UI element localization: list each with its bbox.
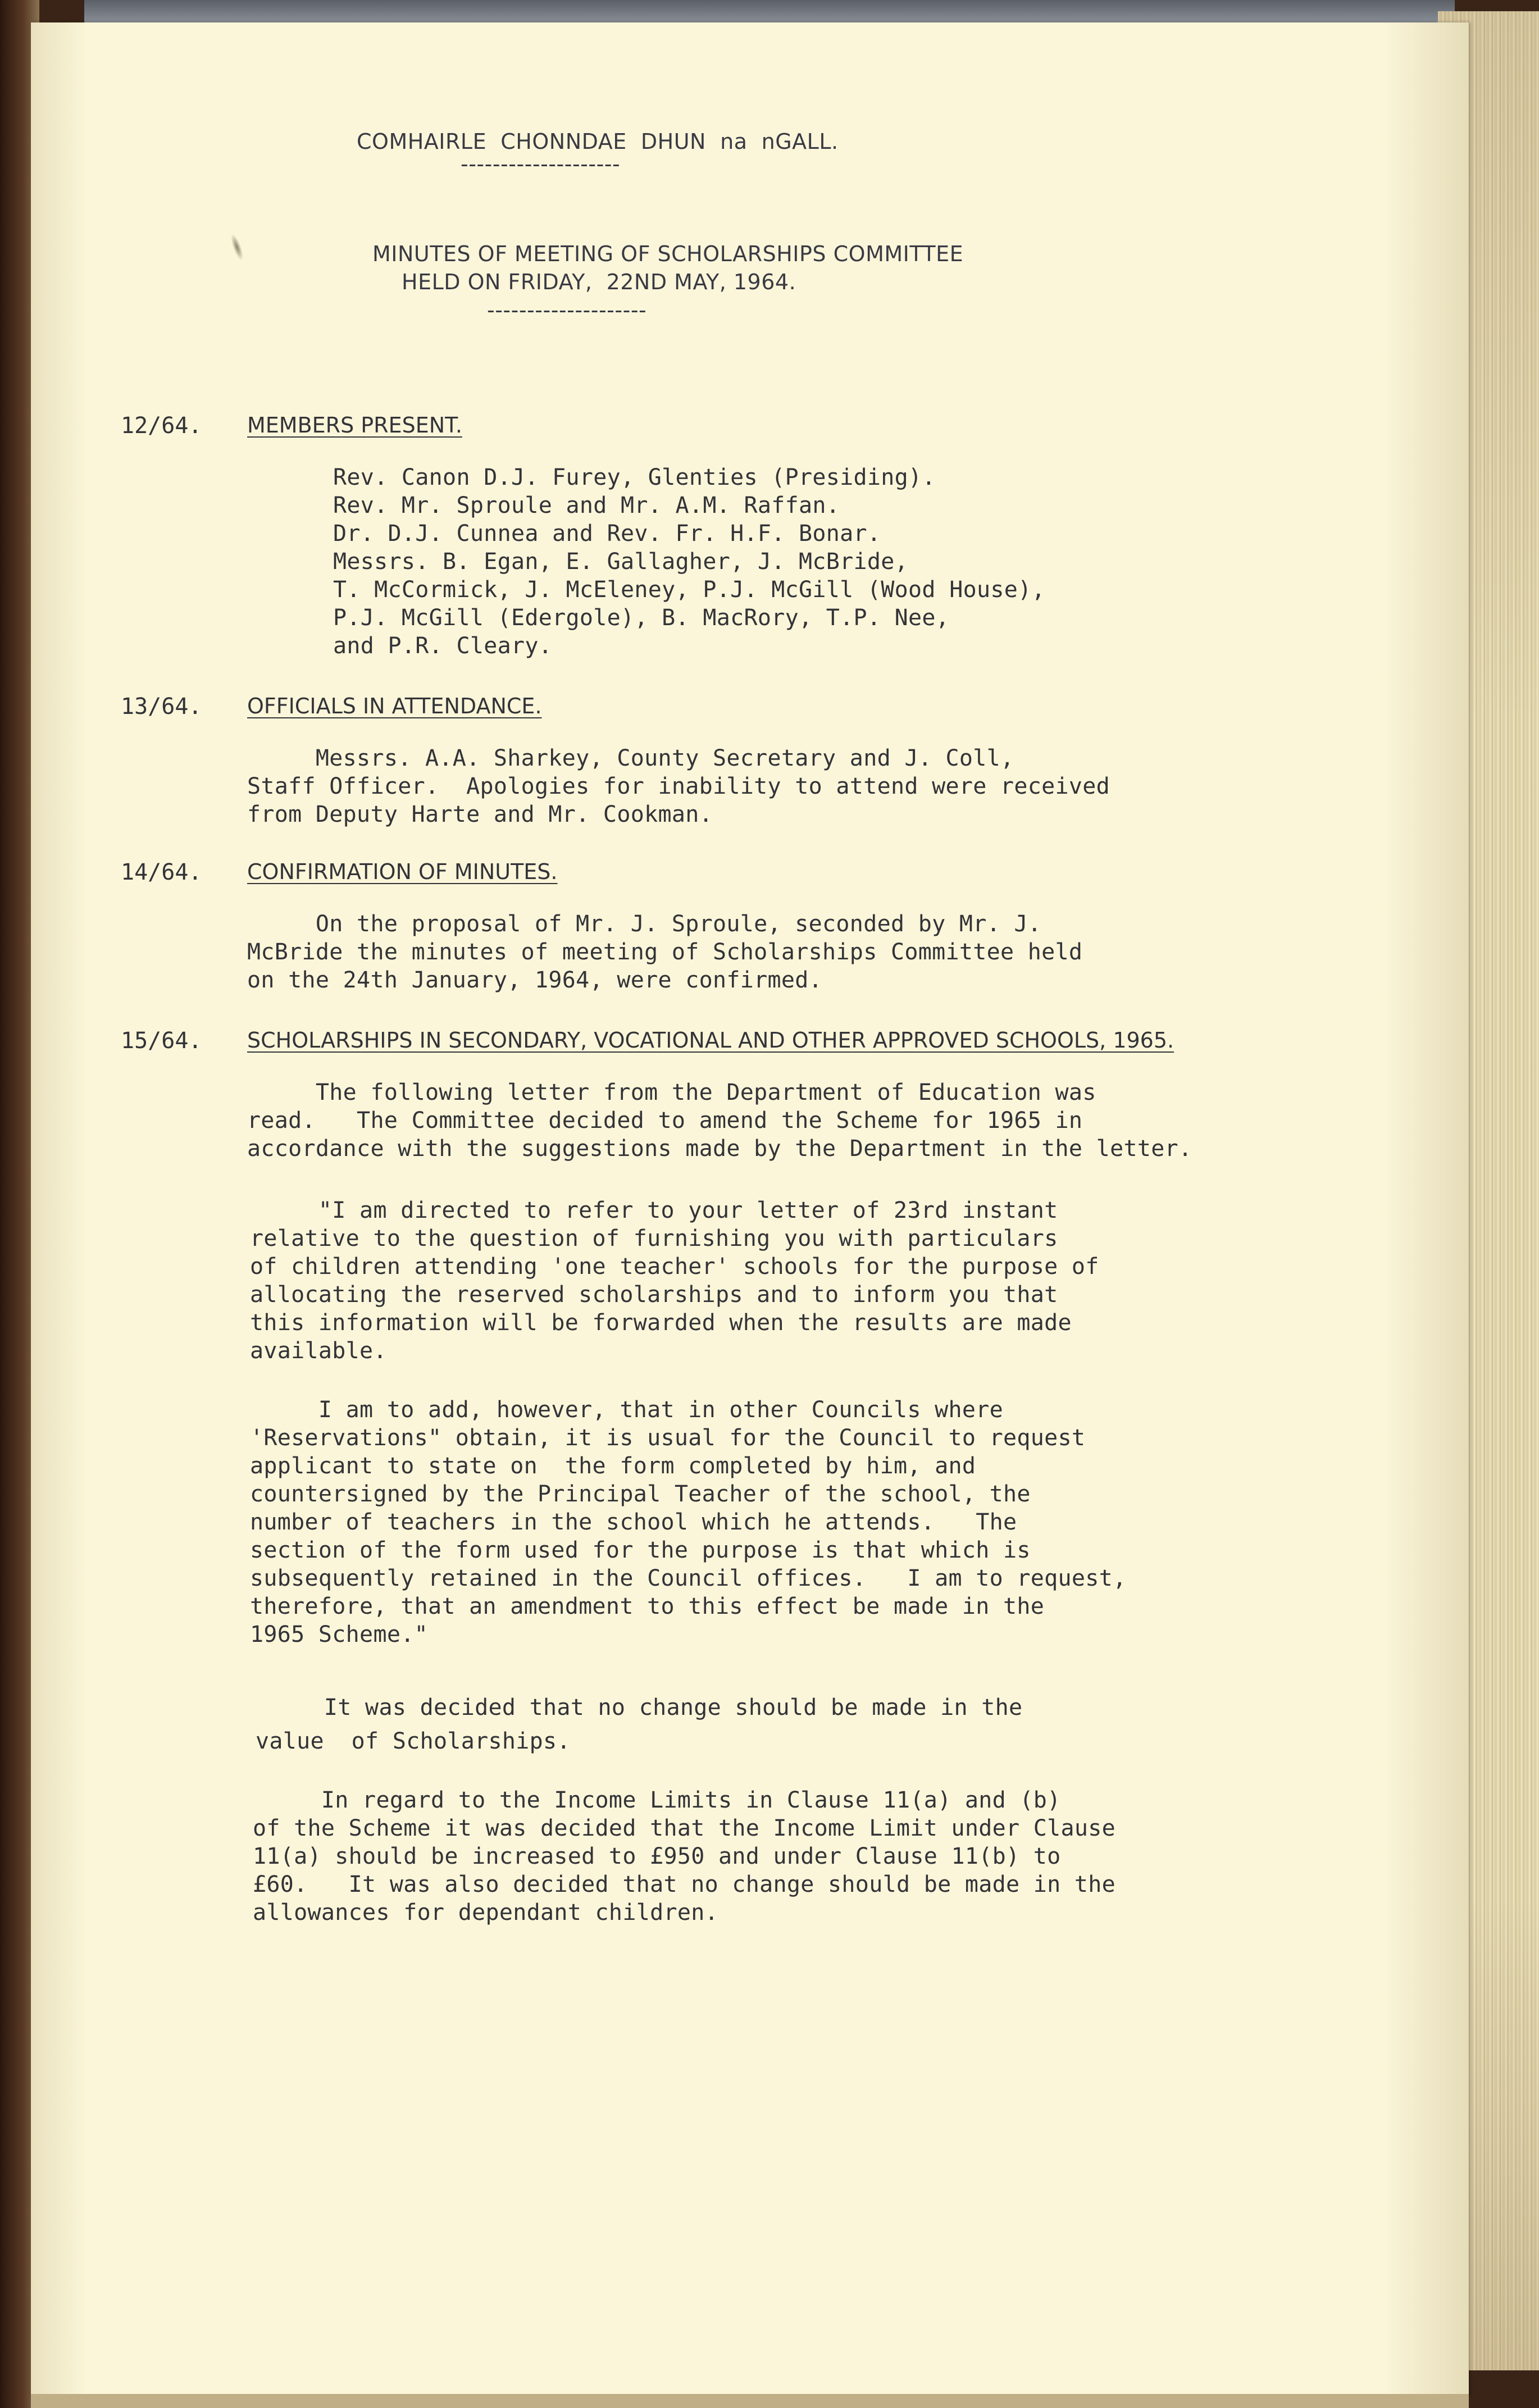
letter-line: section of the form used for the purpose is that which is	[250, 1537, 1031, 1563]
letter-line: subsequently retained in the Council offices. I am to request,	[250, 1565, 1127, 1591]
members-line: Rev. Mr. Sproule and Mr. A.M. Raffan.	[333, 493, 840, 518]
letter-line: of children attending 'one teacher' schools for the purpose of	[250, 1254, 1099, 1280]
paragraph-line: It was decided that no change should be made in the	[256, 1695, 1023, 1720]
paragraph-line: McBride the minutes of meeting of Scholarships Committee held	[247, 939, 1083, 965]
document-page	[31, 22, 1469, 2396]
section-number: 13/64.	[121, 694, 202, 720]
letter-line: 1965 Scheme."	[250, 1622, 428, 1647]
section-number: 15/64.	[121, 1028, 202, 1054]
paragraph-line: In regard to the Income Limits in Clause 11(a) and (b)	[253, 1787, 1061, 1813]
letter-line: applicant to state on the form completed by him, and	[250, 1453, 976, 1479]
letter-line: 'Reservations" obtain, it is usual for the Council to request	[250, 1425, 1086, 1451]
paragraph-line: Staff Officer. Apologies for inability to attend were received	[247, 773, 1110, 799]
letter-line: I am to add, however, that in other Councils where	[250, 1397, 1004, 1423]
paragraph-line: allowances for dependant children.	[253, 1900, 718, 1926]
ink-mark	[229, 233, 245, 262]
section-number: 14/64.	[121, 859, 202, 885]
paragraph-line: of the Scheme it was decided that the Income Limit under Clause	[253, 1815, 1116, 1841]
letter-line: "I am directed to refer to your letter of 23rd instant	[250, 1198, 1058, 1223]
section-heading: MEMBERS PRESENT.	[247, 413, 462, 438]
paragraph-line: £60. It was also decided that no change should be made in the	[253, 1872, 1116, 1897]
paragraph-line: The following letter from the Department of Education was	[247, 1080, 1096, 1105]
members-line: T. McCormick, J. McEleney, P.J. McGill (Wood House),	[333, 577, 1045, 603]
council-name: COMHAIRLE CHONNDAE DHUN na nGALL.	[357, 129, 839, 154]
paragraph-line: Messrs. A.A. Sharkey, County Secretary and J. Coll,	[247, 745, 1014, 771]
document-title-line1: MINUTES OF MEETING OF SCHOLARSHIPS COMMITTEE	[372, 242, 964, 266]
members-line: and P.R. Cleary.	[333, 633, 553, 659]
letter-line: therefore, that an amendment to this effect be made in the	[250, 1594, 1045, 1619]
paragraph-line: on the 24th January, 1964, were confirmed.	[247, 967, 823, 993]
page-bottom-edge	[31, 2394, 1469, 2408]
paragraph-line: On the proposal of Mr. J. Sproule, seconded by Mr. J.	[247, 911, 1042, 937]
members-line: Dr. D.J. Cunnea and Rev. Fr. H.F. Bonar.	[333, 521, 881, 547]
letter-line: relative to the question of furnishing you with particulars	[250, 1226, 1058, 1251]
members-line: P.J. McGill (Edergole), B. MacRory, T.P. Nee,	[333, 605, 950, 631]
members-line: Rev. Canon D.J. Furey, Glenties (Presiding).	[333, 465, 936, 490]
section-heading: CONFIRMATION OF MINUTES.	[247, 859, 558, 884]
letter-line: this information will be forwarded when the results are made	[250, 1310, 1072, 1336]
paragraph-line: read. The Committee decided to amend the Scheme for 1965 in	[247, 1108, 1083, 1134]
section-heading: SCHOLARSHIPS IN SECONDARY, VOCATIONAL AND OTHER APPROVED SCHOOLS, 1965.	[247, 1028, 1174, 1053]
letter-line: number of teachers in the school which he attends. The	[250, 1509, 1017, 1535]
letter-line: allocating the reserved scholarships and to inform you that	[250, 1282, 1058, 1308]
letter-line: countersigned by the Principal Teacher of the school, the	[250, 1481, 1031, 1507]
paragraph-line: from Deputy Harte and Mr. Cookman.	[247, 802, 713, 827]
members-line: Messrs. B. Egan, E. Gallagher, J. McBride,	[333, 549, 909, 575]
section-heading: OFFICIALS IN ATTENDANCE.	[247, 694, 542, 718]
letter-line: available.	[250, 1338, 387, 1364]
title-underline: --------------------	[487, 298, 647, 322]
council-underline: --------------------	[461, 152, 621, 176]
paragraph-line: 11(a) should be increased to £950 and under Clause 11(b) to	[253, 1843, 1061, 1869]
paragraph-line: value of Scholarships.	[256, 1728, 571, 1754]
document-title-line2: HELD ON FRIDAY, 22ND MAY, 1964.	[402, 270, 796, 294]
section-number: 12/64.	[121, 413, 202, 439]
paragraph-line: accordance with the suggestions made by the Department in the letter.	[247, 1136, 1192, 1162]
